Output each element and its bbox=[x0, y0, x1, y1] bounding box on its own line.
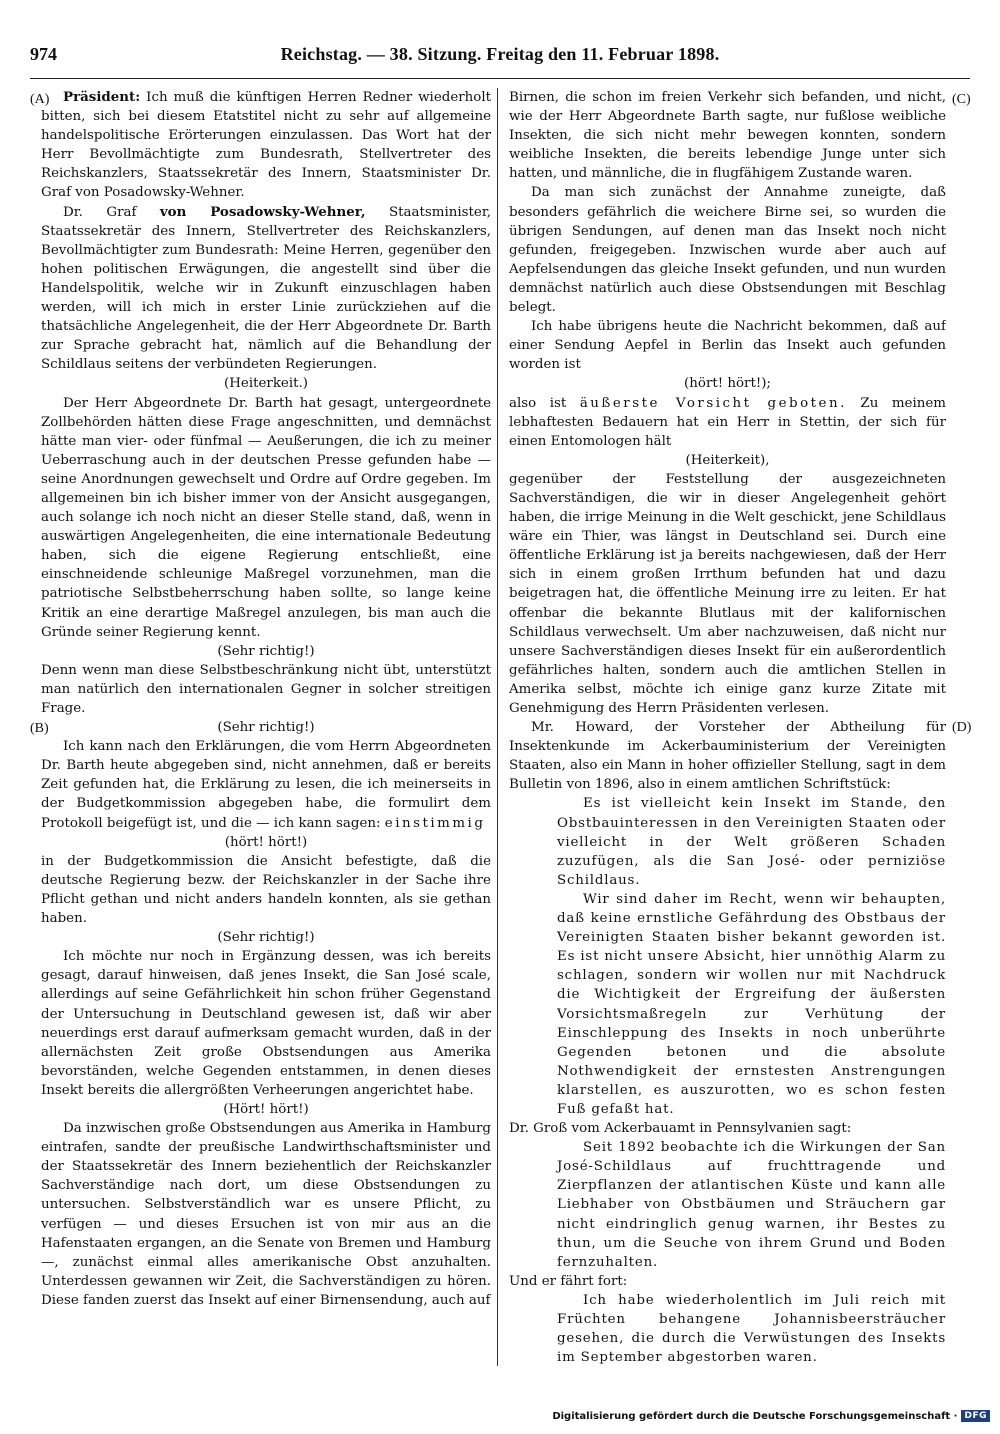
emphasized-text: äußerste Vorsicht geboten. bbox=[579, 395, 847, 411]
paragraph-text: Zu meinem lebhaftesten Bedauern hat ein Herr in Stettin, der sich für einen Entomologen hält bbox=[509, 395, 946, 449]
paragraph-text: Ich muß die künftigen Herren Redner wiederholt bitten, sich bei diesem Etatstitel nicht zu sehr auf allgemeine handelspolitische Erörterungen einzulassen. Das Wort hat der Herr Bevollmächtigte zum Bundesrath, Stellvertreter des Reichskanzlers, Staatssekretär des Innern, Staatsminister Dr. Graf von Posadowsky-Wehner. bbox=[41, 90, 491, 201]
block-quote: Wir sind daher im Recht, wenn wir behaupten, daß keine ernstliche Gefährdung des Obstbaus der Vereinigten Staaten bisher bekannt geworden ist. Es ist nicht unsere Absicht, hier unnöthig Alarm zu schlagen, sondern wir wollen nur mit Nachdruck die Wichtigkeit der Ergreifung der äußersten Vorsichtsmaßregeln zur Verhütung der Einschleppung des Insekts in noch unberührte Gegenden betonen und die absolute Nothwendigkeit der ernstesten Anstrengungen klarstellen, es auszurotten, wo es schon festen Fuß gefaßt hat. bbox=[557, 891, 946, 1117]
speaker-prefix: Dr. Graf bbox=[63, 204, 160, 220]
paragraph bbox=[41, 203, 491, 375]
paragraph: Birnen, die schon im freien Verkehr sich befanden, und nicht, wie der Herr Abgeordnete Barth sagte, nur fußlose weibliche Insekten, die sich nicht mehr bewegen konnten, sondern weibliche Insekten, die bereits lebendige Junge unter sich hatten, und männliche, die in flugfähigem Zustande waren. bbox=[509, 90, 946, 182]
margin-marker-c: (C) bbox=[952, 92, 971, 107]
interjection: (hört! hört!) bbox=[224, 834, 308, 850]
interjection: (Sehr richtig!) bbox=[217, 930, 315, 946]
paragraph: gegenüber der Feststellung der ausgezeichneten Sachverständigen, die wir in dieser Angelegenheit gehört haben, die irrige Meinung in die Welt geschickt, jene Schildlaus wäre ein Thier, was längst in Deutschland sei. Durch eine öffentliche Erklärung ist ja bereits nachgewiesen, daß der Herr sich in einem großen Irrthum befunden hat und dazu beigetragen hat, die öffentliche Meinung irre zu leiten. Er hat offenbar die bekannte Blutlaus mit der kalifornischen Schildlaus verwechselt. Um aber nachzuweisen, daß nicht nur unsere Sachverständigen dieses Insekt für ein außerordentlich gefährliches halten, sondern auch die amtlichen Stellen in Amerika selbst, möchte ich einige ganz kurze Zitate mit Genehmigung des Herrn Präsidenten verlesen. bbox=[509, 471, 946, 716]
paragraph: Und er fährt fort: bbox=[509, 1273, 628, 1289]
left-column bbox=[41, 88, 491, 1388]
block-quote: Seit 1892 beobachte ich die Wirkungen der San José-Schildlaus auf fruchttragende und Zierpflanzen der atlantischen Küste und kann alle Liebhaber von Obstbäumen und Sträuchern gar nicht eindringlich genug warnen, ihr Bestes zu thun, um die Seuche von ihrem Grund und Boden fernzuhalten. bbox=[557, 1140, 946, 1270]
paragraph bbox=[41, 88, 491, 203]
paragraph bbox=[41, 737, 491, 832]
speaker-name: Präsident: bbox=[63, 89, 141, 105]
column-divider bbox=[497, 88, 498, 1366]
running-title: Reichstag. — 38. Sitzung. Freitag den 11. Februar 1898. bbox=[280, 44, 720, 64]
right-column bbox=[509, 88, 946, 1388]
paragraph: Ich möchte nur noch in Ergänzung dessen, was ich bereits gesagt, darauf hinweisen, daß jenes Insekt, die San José scale, allerdings auf seine Gefährlichkeit hin schon früher Gegenstand der Untersuchung in Deutschland gewesen ist, daß wir aber neuerdings erst darauf aufmerksam gemacht wurden, daß in der allernächsten Zeit große Obstsendungen aus Amerika bevorständen, welche Gegenden entstammen, in denen dieses Insekt bereits die allergrößten Verheerungen angerichtet habe. bbox=[41, 949, 491, 1098]
margin-marker-d: (D) bbox=[952, 720, 972, 735]
interjection: (Heiterkeit.) bbox=[224, 376, 308, 392]
paragraph-text: Ich kann nach den Erklärungen, die vom Herrn Abgeordneten Dr. Barth heute abgegeben sind, nicht annehmen, daß er bereits Zeit gefunden hat, die Erklärung zu lesen, die ich meinerseits in der Budgetkommission abgegeben habe, die formulirt dem Protokoll beigefügt ist, und die — ich kann sagen: bbox=[41, 739, 491, 831]
header-rule bbox=[30, 78, 970, 79]
block-quote: Es ist vielleicht kein Insekt im Stande, den Obstbauinteressen in den Vereinigten Staaten oder vielleicht in der Welt größeren Schaden zuzufügen, als die San José- oder perniziöse Schildlaus. bbox=[557, 796, 946, 888]
dfg-logo: DFG bbox=[961, 1410, 990, 1422]
margin-marker-b: (B) bbox=[30, 721, 49, 736]
interjection: (Sehr richtig!) bbox=[217, 643, 315, 659]
paragraph: in der Budgetkommission die Ansicht befestigte, daß die deutsche Regierung bezw. der Reichskanzler in der Sache ihre Pflicht gethan und nicht anders handeln konnten, als sie gethan haben. bbox=[41, 853, 491, 927]
emphasized-text: einstimmig bbox=[384, 815, 486, 831]
paragraph: Ich habe übrigens heute die Nachricht bekommen, daß auf einer Sendung Aepfel in Berlin das Insekt auch gefunden worden ist bbox=[509, 319, 946, 373]
paragraph-text: also ist bbox=[509, 395, 580, 411]
page-header bbox=[30, 40, 970, 72]
paragraph bbox=[509, 394, 946, 451]
paragraph: Denn wenn man diese Selbstbeschränkung nicht übt, unterstützt man natürlich den internationalen Gegner in solcher streitigen Frage. bbox=[41, 662, 491, 716]
page-number: 974 bbox=[30, 44, 57, 64]
paragraph: Der Herr Abgeordnete Dr. Barth hat gesagt, untergeordnete Zollbehörden hätten diese Frage angeschnitten, und demnächst hätte man vier- oder fünfmal — Aeußerungen, die ich zu meiner Ueberraschung auch in der deutschen Presse gefunden habe — seine Anordnungen gewechselt und Ordre auf Ordre gegeben. Im allgemeinen bin ich bisher immer von der Ansicht ausgegangen, auch solange ich noch nicht an dieser Stelle stand, daß, wenn in auswärtigen Angelegenheiten, die eine internationale Bedeutung haben, sich die eigene Regierung entschließt, eine einschneidende schleunige Maßregel vorzunehmen, man die patriotische Selbstbeherrschung haben sollte, so lange keine Kritik an eine derartige Maßregel anzulegen, bis man auch die Gründe seiner Regierung kennt. bbox=[41, 395, 491, 640]
interjection: (hört! hört!); bbox=[684, 376, 771, 392]
paragraph: Da inzwischen große Obstsendungen aus Amerika in Hamburg eintrafen, sandte der preußische Landwirthschaftsminister und der Staatssekretär des Innern beziehentlich der Reichskanzler Sachverständige nach dort, um diese Obstsendungen zu untersuchen. Selbstverständlich war es unsere Pflicht, zu verfügen — und dieses Ersuchen ist von mir aus an die Hafenstaaten ergangen, an die Senate von Bremen und Hamburg —, zunächst einmal alles amerikanische Obst anzuhalten. Unterdessen gewannen wir Zeit, die Sachverständigen zu hören. Diese fanden zuerst das Insekt auf einer Birnensendung, auch auf bbox=[41, 1121, 491, 1308]
margin-marker-a: (A) bbox=[30, 92, 50, 107]
footer-credit bbox=[552, 1410, 990, 1422]
interjection: (Hört! hört!) bbox=[223, 1101, 309, 1117]
interjection: (Heiterkeit), bbox=[685, 452, 770, 468]
paragraph: Dr. Groß vom Ackerbauamt in Pennsylvanien sagt: bbox=[509, 1121, 852, 1137]
interjection: (Sehr richtig!) bbox=[217, 720, 315, 736]
block-quote: Ich habe wiederholentlich im Juli reich mit Früchten behangene Johannisbeersträucher gesehen, die durch die Verwüstungen des Insekts im September abgestorben waren. bbox=[557, 1292, 946, 1366]
paragraph: Mr. Howard, der Vorsteher der Abtheilung für Insektenkunde im Ackerbauministerium der Vereinigten Staaten, also ein Mann in hoher offizieller Stellung, sagt in dem Bulletin von 1896, also in einem amtlichen Schriftstück: bbox=[509, 720, 946, 793]
paragraph-text: Staatsminister, Staatssekretär des Innern, Stellvertreter des Reichskanzlers, Bevollmächtigter zum Bundesrath: Meine Herren, gegenüber den hohen politischen Erwägungen, die angestellt sind über die Handelspolitik, welche wir in Zukunft einzuschlagen haben werden, will ich mich in erster Linie zurückziehen auf die thatsächliche Angelegenheit, die der Herr Abgeordnete Dr. Barth zur Sprache gebracht hat, nämlich auf die Behandlung der Schildlaus seitens der verbündeten Regierungen. bbox=[41, 204, 491, 373]
footer-text: Digitalisierung gefördert durch die Deutsche Forschungsgemeinschaft · bbox=[552, 1410, 958, 1422]
paragraph: Da man sich zunächst der Annahme zuneigte, daß besonders gefährlich die weichere Birne sei, so wurden die übrigen Sendungen, auf denen man das Insekt noch nicht gefunden, freigegeben. Inzwischen wurde aber auch auf Aepfelsendungen das gleiche Insekt gefunden, und nun wurden demnächst natürlich auch diese Obstsendungen mit Beschlag belegt. bbox=[509, 185, 946, 316]
speaker-name: von Posadowsky-Wehner, bbox=[159, 203, 366, 220]
